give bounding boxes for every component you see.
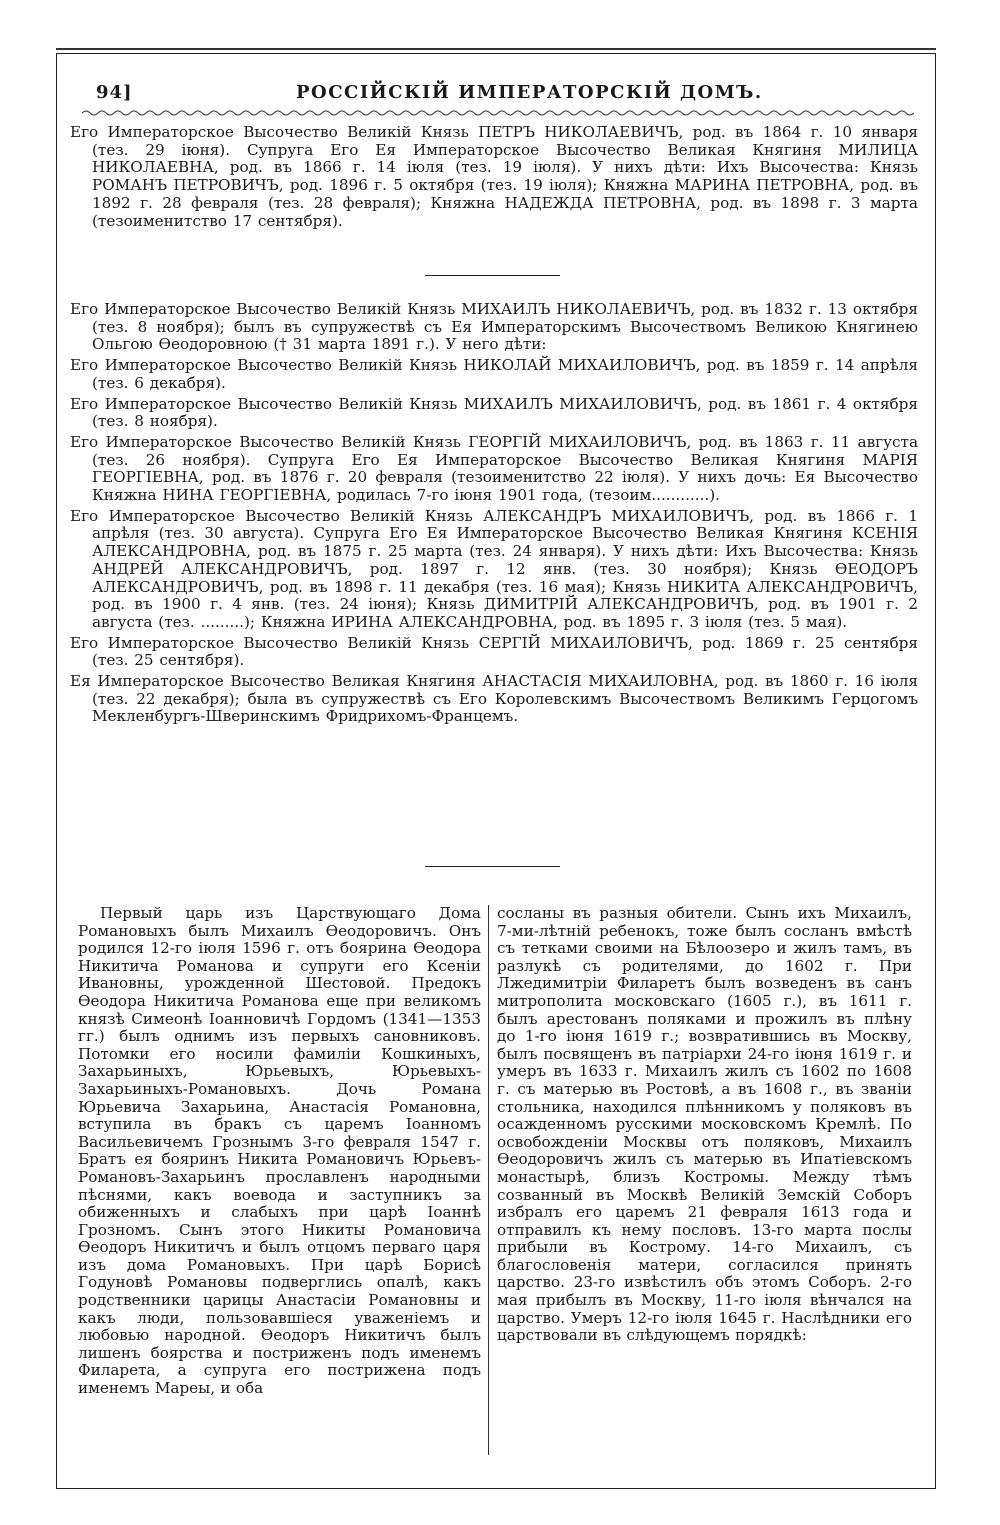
entry-paragraph: Его Императорское Высочество Великій Князь СЕРГІЙ МИХАИЛОВИЧЪ, род. 1869 г. 25 сентября (тез. 25 сентября). bbox=[70, 633, 918, 670]
entry-paragraph: Ея Императорское Высочество Великая Княгиня АНАСТАСІЯ МИХАИЛОВНА, род. въ 1860 г. 16 іюля (тез. 22 декабря); была въ супружествѣ съ Его Королевскимъ Высочествомъ Великимъ Герцогомъ Мекленбургъ-Шверинскимъ Фридрихомъ-Францемъ. bbox=[70, 672, 918, 726]
history-text-left: Первый царь изъ Царствующаго Дома Романовыхъ былъ Михаилъ Ѳеодоровичъ. Онъ родился 12-го іюля 1596 г. отъ боярина Ѳеодора Никитича Романова и супруги его Ксеніи Ивановны, урожденной Шестовой. Предокъ Ѳеодора Никитича Романова еще при великомъ князѣ Симеонѣ Іоанновичѣ Гордомъ (1341—1353 гг.) былъ однимъ изъ первыхъ сановниковъ. Потомки его носили фамиліи Кошкиныхъ, Захарьиныхъ, Юрьевыхъ, Юрьевыхъ-Захарьиныхъ-Романовыхъ. Дочь Романа Юрьевича Захарьина, Анастасія Романовна, вступила въ бракъ съ царемъ Іоанномъ Васильевичемъ Грознымъ 3-го февраля 1547 г. Братъ ея бояринъ Никита Романовичъ Юрьевъ-Романовъ-Захарьинъ прославленъ народными пѣснями, какъ воевода и заступникъ за обиженныхъ и слабыхъ при царѣ Іоаннѣ Грозномъ. Сынъ этого Никиты Романовича Ѳеодоръ Никитичъ и былъ отцомъ перваго царя изъ дома Романовыхъ. При царѣ Борисѣ Годуновѣ Романовы подверглись опалѣ, какъ родственники царицы Анастасіи Романовны и какъ люди, пользовавшіеся уваженіемъ и любовью народной. Ѳеодоръ Никитичъ былъ лишенъ боярства и постриженъ подъ именемъ Филарета, а супруга его пострижена подъ именемъ Мареы, и оба bbox=[78, 904, 481, 1398]
entry-block-peter bbox=[70, 124, 918, 233]
top-border-rule bbox=[56, 48, 936, 50]
entry-paragraph: Его Императорское Высочество Великій Князь ГЕОРГІЙ МИХАИЛОВИЧЪ, род. въ 1863 г. 11 августа (тез. 26 ноября). Супруга Его Ея Императорское Высочество Великая Княгиня МАРІЯ ГЕОРГІЕВНА, род. въ 1876 г. 20 февраля (тезоименитство 22 іюля). У нихъ дочь: Ея Высочество Княжна НИНА ГЕОРГІЕВНА, родилась 7-го іюня 1901 года, (тезоим............). bbox=[70, 432, 918, 505]
history-column-right bbox=[497, 905, 912, 1345]
running-title: РОССІЙСКІЙ ИМПЕРАТОРСКІЙ ДОМЪ. bbox=[296, 82, 763, 103]
column-divider bbox=[488, 905, 489, 1455]
entry-paragraph: Его Императорское Высочество Великій Князь НИКОЛАЙ МИХАИЛОВИЧЪ, род. въ 1859 г. 14 апрѣля (тез. 6 декабря). bbox=[70, 356, 918, 392]
entry-paragraph: Его Императорское Высочество Великій Князь МИХАИЛЪ МИХАИЛОВИЧЪ, род. въ 1861 г. 4 октября (тез. 8 ноября). bbox=[70, 394, 918, 431]
entry-paragraph: Его Императорское Высочество Великій Князь АЛЕКСАНДРЪ МИХАИЛОВИЧЪ, род. въ 1866 г. 1 апрѣля (тез. 30 августа). Супруга Его Ея Императорское Высочество Великая Княгиня КСЕНІЯ АЛЕКСАНДРОВНА, род. въ 1875 г. 25 марта (тез. 24 января). У нихъ дѣти: Ихъ Высочества: Князь АНДРЕЙ АЛЕКСАНДРОВИЧЪ, род. 1897 г. 12 янв. (тез. 30 ноября); Князь ѲЕОДОРЪ АЛЕКСАНДРОВИЧЪ, род. въ 1898 г. 11 декабря (тез. 16 мая); Князь НИКИТА АЛЕКСАНДРОВИЧЪ, род. въ 1900 г. 4 янв. (тез. 24 іюня); Князь ДИМИТРІЙ АЛЕКСАНДРОВИЧЪ, род. въ 1901 г. 2 августа (тез. .........); Княжна ИРИНА АЛЕКСАНДРОВНА, род. въ 1895 г. 3 іюля (тез. 5 мая). bbox=[70, 506, 918, 631]
section-separator bbox=[425, 275, 560, 276]
history-column-left bbox=[78, 905, 481, 1398]
section-separator bbox=[425, 866, 560, 867]
wavy-divider bbox=[82, 108, 914, 118]
history-text-right: сосланы въ разныя обители. Сынъ ихъ Михаилъ, 7-ми-лѣтній ребенокъ, тоже былъ сосланъ вмѣстѣ съ тетками своими на Бѣлоозеро и жилъ тамъ, въ разлукѣ съ родителями, до 1602 г. При Лжедимитріи Филаретъ былъ возведенъ въ санъ митрополита московскаго (1605 г.), въ 1611 г. былъ арестованъ поляками и прожилъ въ плѣну до 1-го іюня 1619 г.; возвратившись въ Москву, былъ посвященъ въ патріархи 24-го іюня 1619 г. и умеръ въ 1633 г. Михаилъ жилъ съ 1602 по 1608 г. съ матерью въ Ростовѣ, а въ 1608 г., въ званіи стольника, находился плѣнникомъ у поляковъ въ осажденномъ русскими московскомъ Кремлѣ. По освобожденіи Москвы отъ поляковъ, Михаилъ Ѳеодоровичъ жилъ съ матерью въ Ипатіевскомъ монастырѣ, близъ Костромы. Между тѣмъ созванный въ Москвѣ Великій Земскій Соборъ избралъ его царемъ 21 февраля 1613 года и отправилъ къ нему пословъ. 13-го марта послы прибыли въ Кострому. 14-го Михаилъ, съ благословенія матери, согласился принять царство. 23-го извѣстилъ объ этомъ Соборъ. 2-го мая прибылъ въ Москву, 11-го іюля вѣнчался на царство. Умеръ 12-го іюля 1645 г. Наслѣдники его царствовали въ слѣдующемъ порядкѣ: bbox=[497, 904, 912, 1345]
page-number: 94] bbox=[96, 82, 133, 103]
entry-paragraph: Его Императорское Высочество Великій Князь ПЕТРЪ НИКОЛАЕВИЧЪ, род. въ 1864 г. 10 января (тез. 29 іюня). Супруга Его Ея Императорское Высочество Великая Княгиня МИЛИЦА НИКОЛАЕВНА, род. въ 1866 г. 14 іюля (тез. 19 іюля). У нихъ дѣти: Ихъ Высочества: Князь РОМАНЪ ПЕТРОВИЧЪ, род. 1896 г. 5 октября (тез. 19 іюля); Княжна МАРИНА ПЕТРОВНА, род. въ 1892 г. 28 февраля (тез. 28 февраля); Княжна НАДЕЖДА ПЕТРОВНА, род. въ 1898 г. 3 марта (тезоименитство 17 сентября). bbox=[70, 123, 918, 230]
entry-paragraph: Его Императорское Высочество Великій Князь МИХАИЛЪ НИКОЛАЕВИЧЪ, род. въ 1832 г. 13 октября (тез. 8 ноября); былъ въ супружествѣ съ Ея Императорскимъ Высочествомъ Великою Княгинею Ольгою Ѳеодоровною († 31 марта 1891 г.). У него дѣти: bbox=[70, 300, 918, 354]
entry-block-mikhail bbox=[70, 301, 918, 729]
